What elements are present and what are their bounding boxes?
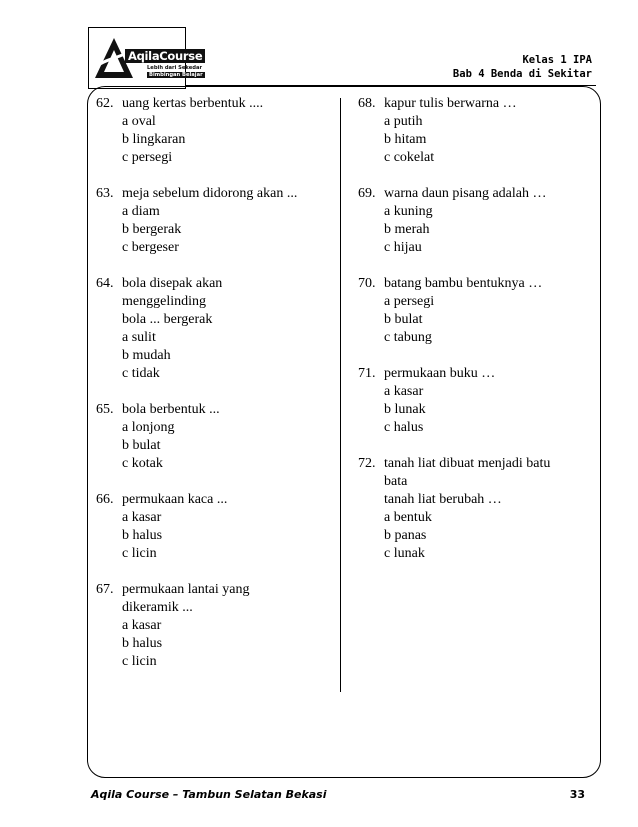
question-item: [358, 275, 594, 347]
answer-option: a oval: [122, 114, 156, 129]
answer-option: a sulit: [122, 330, 156, 345]
question-item: [96, 581, 334, 671]
question-item: [96, 401, 334, 473]
question-item: [358, 365, 594, 437]
answer-option: b halus: [122, 528, 163, 543]
answer-option: b hitam: [384, 132, 427, 147]
question-item: [358, 455, 594, 563]
question-text: menggelinding: [122, 294, 206, 309]
question-text: kapur tulis berwarna …: [384, 96, 517, 111]
question-text: permukaan lantai yang: [122, 582, 250, 597]
question-number: 65.: [96, 402, 114, 417]
answer-option: c tabung: [384, 330, 432, 345]
header-rule: [186, 85, 596, 86]
question-number: 63.: [96, 186, 114, 201]
question-item: [96, 491, 334, 563]
logo-brand-name: AqilaCourse: [125, 49, 205, 63]
answer-option: b merah: [384, 222, 430, 237]
right-question-column: [358, 95, 594, 581]
question-number: 71.: [358, 366, 376, 381]
answer-option: a kasar: [122, 510, 162, 525]
answer-option: b panas: [384, 528, 427, 543]
page-number: 33: [569, 788, 585, 801]
header-chapter-label: Bab 4 Benda di Sekitar: [452, 68, 592, 80]
question-text: warna daun pisang adalah …: [384, 186, 547, 201]
answer-option: b bergerak: [122, 222, 182, 237]
question-item: [358, 185, 594, 257]
answer-option: a putih: [384, 114, 423, 129]
answer-option: a persegi: [384, 294, 435, 309]
question-number: 72.: [358, 456, 376, 471]
question-number: 68.: [358, 96, 376, 111]
question-text: bola berbentuk ...: [122, 402, 220, 417]
answer-option: c kotak: [122, 456, 163, 471]
answer-option: a kuning: [384, 204, 433, 219]
answer-option: c cokelat: [384, 150, 435, 165]
question-number: 67.: [96, 582, 114, 597]
question-text: tanah liat berubah …: [384, 492, 502, 507]
answer-option: b mudah: [122, 348, 171, 363]
answer-option: a bentuk: [384, 510, 432, 525]
left-question-column: [96, 95, 334, 689]
answer-option: c lunak: [384, 546, 425, 561]
question-item: [96, 95, 334, 167]
question-number: 66.: [96, 492, 114, 507]
header-class-label: Kelas 1 IPA: [522, 54, 592, 66]
logo-tagline-1: Lebih dari Sekedar: [147, 65, 203, 71]
question-number: 64.: [96, 276, 114, 291]
footer-publisher: Aqila Course – Tambun Selatan Bekasi: [91, 788, 327, 801]
question-text: permukaan kaca ...: [122, 492, 228, 507]
answer-option: c persegi: [122, 150, 173, 165]
answer-option: a kasar: [122, 618, 162, 633]
answer-option: c licin: [122, 654, 157, 669]
answer-option: b bulat: [384, 312, 423, 327]
answer-option: a lonjong: [122, 420, 175, 435]
aqila-course-logo: [88, 27, 203, 89]
answer-option: b bulat: [122, 438, 161, 453]
question-item: [96, 185, 334, 257]
answer-option: c licin: [122, 546, 157, 561]
question-text: permukaan buku …: [384, 366, 496, 381]
question-item: [96, 275, 334, 383]
question-number: 69.: [358, 186, 376, 201]
question-number: 62.: [96, 96, 114, 111]
answer-option: a diam: [122, 204, 160, 219]
question-text: bola ... bergerak: [122, 312, 213, 327]
question-text: tanah liat dibuat menjadi batu: [384, 456, 551, 471]
answer-option: c tidak: [122, 366, 160, 381]
column-divider: [340, 98, 341, 692]
question-text: batang bambu bentuknya …: [384, 276, 543, 291]
question-item: [358, 95, 594, 167]
answer-option: c bergeser: [122, 240, 179, 255]
logo-tagline-2: Bimbingan Belajar: [149, 72, 203, 78]
answer-option: b halus: [122, 636, 163, 651]
question-text: dikeramik ...: [122, 600, 193, 615]
question-text: bola disepak akan: [122, 276, 223, 291]
answer-option: b lingkaran: [122, 132, 186, 147]
answer-option: b lunak: [384, 402, 426, 417]
question-number: 70.: [358, 276, 376, 291]
answer-option: c hijau: [384, 240, 422, 255]
question-text: bata: [384, 474, 408, 489]
question-text: meja sebelum didorong akan ...: [122, 186, 298, 201]
answer-option: a kasar: [384, 384, 424, 399]
question-text: uang kertas berbentuk ....: [122, 96, 264, 111]
answer-option: c halus: [384, 420, 424, 435]
